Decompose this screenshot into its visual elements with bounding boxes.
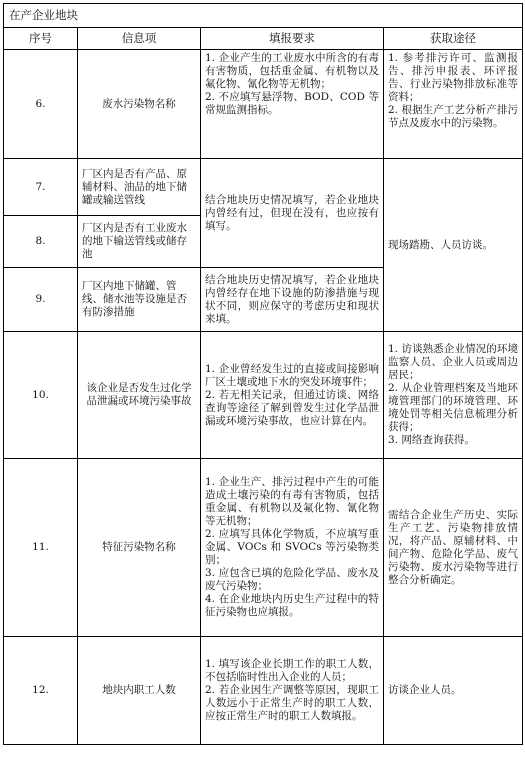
acquisition-method [384, 159, 523, 332]
table-row [4, 332, 523, 459]
header-item: 信息项 [78, 28, 201, 50]
table-row [4, 637, 523, 745]
requirement-line: 2. 应填写具体化学物质，不应填写重金属、VOCs 和 SVOCs 等污染物类别； [205, 528, 379, 566]
row-number: 11. [4, 459, 78, 637]
row-number: 10. [4, 332, 78, 459]
item-name: 厂区内地下储罐、管线、储水池等设施是否有防渗措施 [78, 268, 201, 332]
requirement-line: 1. 填写该企业长期工作的职工人数，不包括临时性出入企业的人员； [205, 658, 379, 683]
row-number: 8. [4, 216, 78, 268]
fill-requirement [201, 50, 384, 159]
table-row [4, 50, 523, 159]
requirement-line: 4. 在企业地块内历史生产过程中的特征污染物也应填报。 [205, 593, 379, 618]
requirement-line: 1. 企业产生的工业废水中所含的有毒有害物质，包括重金属、有机物以及氟化物、氰化物等无机物； [205, 52, 379, 90]
acquisition-method [384, 332, 523, 459]
requirement-line: 2. 不应填写悬浮物、BOD、COD 等常规监测指标。 [205, 91, 379, 116]
source-line: 现场踏勘、人员访谈。 [388, 238, 493, 251]
table-row [4, 159, 523, 216]
row-number: 7. [4, 159, 78, 216]
item-name: 特征污染物名称 [78, 459, 201, 637]
item-name: 厂区内是否有工业废水的地下输送管线或储存池 [78, 216, 201, 268]
source-line: 需结合企业生产历史、实际生产工艺、污染物排放情况，将产品、原辅材料、中间产物、危险化学品、废气污染物、废水污染物等进行整合分析确定。 [388, 508, 518, 586]
enterprise-info-table [3, 3, 523, 745]
fill-requirement [201, 637, 384, 745]
row-number: 9. [4, 268, 78, 332]
source-line: 3. 网络查询获得。 [388, 434, 475, 446]
source-line: 2. 从企业管理档案及当地环境管理部门的环境管理、环境处罚等相关信息梳理分析获得； [388, 382, 518, 433]
table-row [4, 459, 523, 637]
acquisition-method [384, 637, 523, 745]
requirement-line: 2. 若无相关记录，但通过访谈、网络查询等途径了解到曾发生过化学品泄漏或环境污染事故，也应计算在内。 [205, 388, 379, 427]
fill-requirement [201, 459, 384, 637]
source-line: 访谈企业人员。 [388, 684, 462, 696]
header-row [4, 28, 523, 50]
requirement-line: 3. 应包含已填的危险化学品、废水及废气污染物； [205, 567, 379, 592]
acquisition-method [384, 459, 523, 637]
requirement-line: 2. 若企业因生产调整等原因，现职工人数远小于正常生产时的职工人数，应按正常生产时的职工人数填报。 [205, 684, 379, 722]
row-number: 6. [4, 50, 78, 159]
item-name: 废水污染物名称 [78, 50, 201, 159]
item-name: 地块内职工人数 [78, 637, 201, 745]
requirement-line: 结合地块历史情况填写，若企业地块内曾经有过，但现在没有，也应按有填写。 [205, 193, 379, 232]
source-line: 1. 参考排污许可、监测报告、排污申报表、环评报告、行业污染物排放标准等资料； [388, 52, 518, 103]
requirement-line: 1. 企业生产、排污过程中产生的可能造成土壤污染的有毒有害物质，包括重金属、有机物以及氟化物、氰化物等无机物； [205, 476, 379, 527]
fill-requirement [201, 159, 384, 268]
requirement-line: 结合地块历史情况填写，若企业地块内曾经存在地下设施的防渗措施与现状不同，则应保守的考虑历史和现状来填。 [205, 273, 379, 325]
item-name: 该企业是否发生过化学品泄漏或环境污染事故 [78, 332, 201, 459]
header-source: 获取途径 [384, 28, 523, 50]
table-title: 在产企业地块 [4, 4, 523, 28]
header-requirement: 填报要求 [201, 28, 384, 50]
source-line: 1. 访谈熟悉企业情况的环境监察人员、企业人员或周边居民； [388, 343, 518, 381]
fill-requirement [201, 268, 384, 332]
item-name: 厂区内是否有产品、原辅材料、油品的地下储罐或输送管线 [78, 159, 201, 216]
acquisition-method [384, 50, 523, 159]
requirement-line: 1. 企业曾经发生过的直接或间接影响厂区土壤或地下水的突发环境事件； [205, 362, 379, 388]
row-number: 12. [4, 637, 78, 745]
header-no: 序号 [4, 28, 78, 50]
source-line: 2. 根据生产工艺分析产排污节点及废水中的污染物。 [388, 104, 518, 129]
fill-requirement [201, 332, 384, 459]
